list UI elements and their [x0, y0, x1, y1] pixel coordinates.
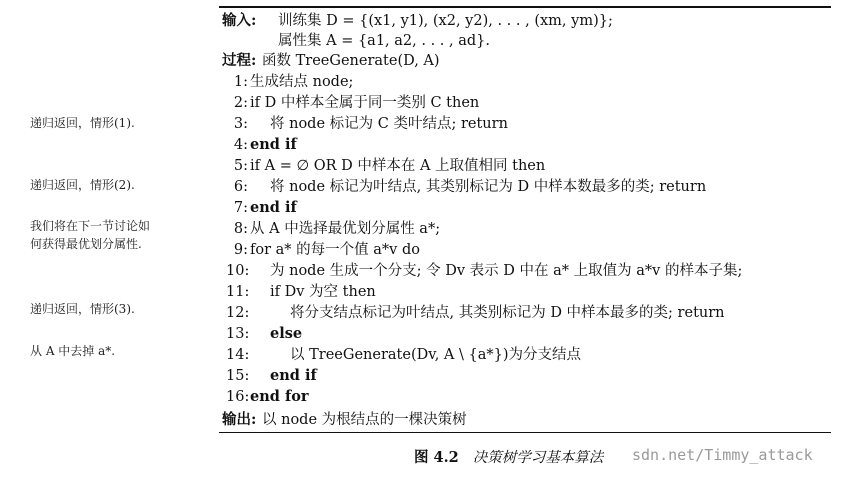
- line-number: 8:: [233, 221, 248, 237]
- line-number: 1:: [233, 74, 248, 90]
- line-text: 将 node 标记为叶结点, 其类别标记为 D 中样本数最多的类; return: [270, 179, 707, 195]
- line-text: end if: [250, 136, 297, 153]
- margin-notes: [0, 0, 210, 478]
- line-number: 7:: [233, 200, 248, 216]
- line-number: 11:: [226, 284, 250, 300]
- line-number: 5:: [233, 158, 248, 174]
- line-text: end if: [250, 199, 297, 216]
- line-text: 将 node 标记为 C 类叶结点; return: [270, 116, 508, 132]
- watermark: sdn.net/Timmy_attack: [632, 446, 813, 464]
- line-number: 3:: [233, 116, 248, 132]
- input-label: 输入:: [222, 12, 257, 29]
- figure-number: 图 4.2: [414, 449, 459, 466]
- input-training-set: 训练集 D = {(x1, y1), (x2, y2), . . . , (xm, ym)};: [278, 13, 613, 29]
- line-text: 从 A 中选择最优划分属性 a*;: [250, 221, 441, 237]
- margin-note: 何获得最优划分属性.: [30, 237, 142, 251]
- line-number: 16:: [226, 389, 250, 405]
- margin-note: 递归返回，情形(2).: [30, 178, 135, 192]
- line-number: 12:: [226, 305, 250, 321]
- line-text: 将分支结点标记为叶结点, 其类别标记为 D 中样本最多的类; return: [290, 305, 725, 321]
- figure-title: 决策树学习基本算法: [472, 450, 604, 466]
- line-number: 10:: [226, 263, 250, 279]
- line-number: 2:: [233, 95, 248, 111]
- line-number: 15:: [226, 368, 250, 384]
- line-text: 为 node 生成一个分支; 令 Dv 表示 D 中在 a* 上取值为 a*v 的样本子集;: [270, 263, 743, 279]
- output-label: 输出:: [222, 411, 257, 428]
- line-text: if A = ∅ OR D 中样本在 A 上取值相同 then: [250, 158, 546, 174]
- output-text: 以 node 为根结点的一棵决策树: [262, 412, 467, 428]
- line-number: 4:: [233, 137, 248, 153]
- margin-note: 递归返回，情形(1).: [30, 116, 135, 130]
- line-number: 14:: [226, 347, 250, 363]
- line-text: 以 TreeGenerate(Dv, A \ {a*})为分支结点: [290, 347, 581, 363]
- algorithm-block: [222, 0, 842, 478]
- margin-note: 我们将在下一节讨论如: [30, 219, 151, 233]
- line-text: 生成结点 node;: [250, 74, 354, 90]
- line-number: 9:: [233, 242, 248, 258]
- line-text: if Dv 为空 then: [270, 284, 376, 300]
- line-text: end for: [250, 388, 309, 405]
- margin-note: 从 A 中去掉 a*.: [30, 344, 116, 358]
- line-text: else: [270, 325, 303, 342]
- process-label: 过程:: [222, 52, 257, 69]
- margin-note: 递归返回，情形(3).: [30, 302, 135, 316]
- line-number: 6:: [233, 179, 248, 195]
- process-function: 函数 TreeGenerate(D, A): [262, 53, 440, 69]
- input-attribute-set: 属性集 A = {a1, a2, . . . , ad}.: [278, 33, 490, 49]
- line-text: end if: [270, 367, 317, 384]
- line-text: for a* 的每一个值 a*v do: [250, 242, 420, 258]
- line-text: if D 中样本全属于同一类别 C then: [250, 95, 480, 111]
- line-number: 13:: [226, 326, 250, 342]
- figure-caption: [414, 448, 603, 468]
